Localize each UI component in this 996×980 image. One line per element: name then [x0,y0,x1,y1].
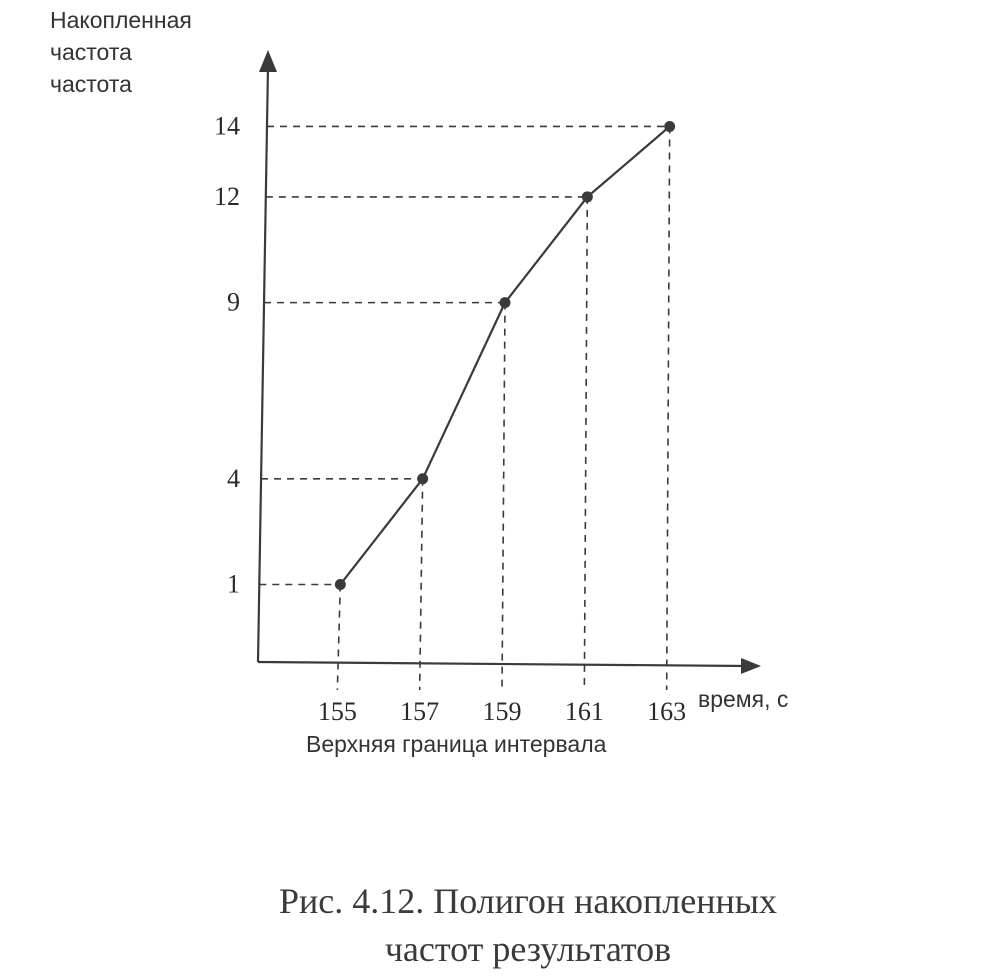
y-tick-label-4: 14 [214,111,240,141]
data-point-3 [582,191,593,202]
guide-vertical-2 [502,303,505,690]
y-tick-label-2: 9 [227,287,240,317]
y-axis-label-line-2: частота [50,39,132,65]
guide-vertical-1 [420,479,423,690]
y-axis-line [258,66,268,662]
y-axis-label-line-3: частота [50,71,132,97]
x-axis-arrow [741,658,761,674]
y-axis-label-line-1: Накопленная [50,7,192,33]
y-tick-label-0: 1 [227,569,240,599]
y-tick-label-3: 12 [214,181,240,211]
x-tick-label-3: 161 [564,697,604,726]
axes [258,50,761,674]
x-tick-label-0: 155 [317,697,357,726]
data-point-4 [664,121,675,132]
x-tick-label-4: 163 [647,697,687,726]
x-axis-line [258,662,747,666]
x-axis-label: время, с [698,686,789,712]
data-point-0 [335,579,346,590]
figure-caption-line-2: частот результатов [384,929,672,969]
y-tick-label-1: 4 [227,463,240,493]
data-point-2 [500,297,511,308]
x-tick-label-1: 157 [400,697,440,726]
guide-vertical-3 [584,197,587,690]
y-axis-label [50,4,192,97]
guide-vertical-4 [667,126,670,690]
guide-vertical-0 [337,584,340,690]
y-axis-arrow [259,50,277,72]
data-point-1 [417,473,428,484]
figure-caption-line-1: Рис. 4.12. Полигон накопленных [279,881,777,921]
x-axis-subtitle: Верхняя граница интервала [306,731,607,757]
x-tick-label-2: 159 [482,697,522,726]
dashed-guides [259,126,669,690]
